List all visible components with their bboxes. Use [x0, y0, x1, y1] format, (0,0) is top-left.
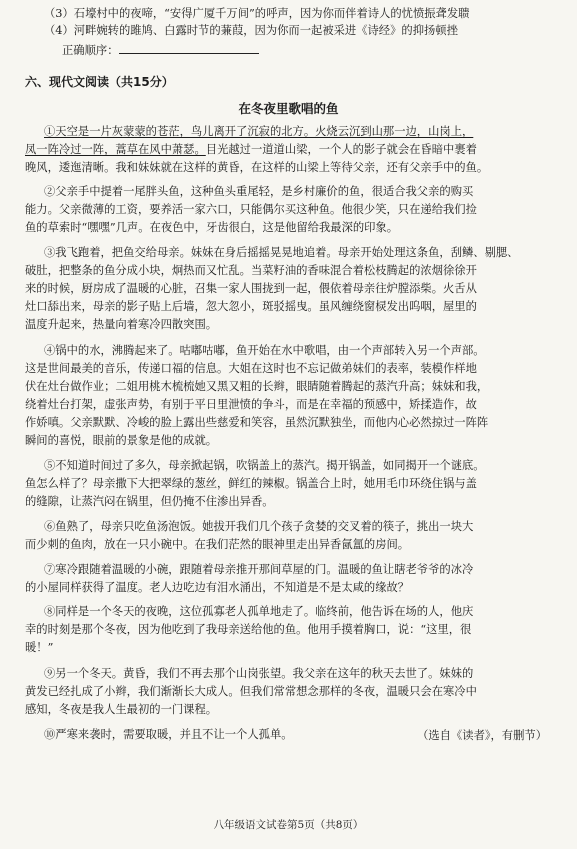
- paragraph-2-line: ②父亲手中提着一尾胖头鱼，这种鱼头重尾轻，是乡村廉价的鱼，很适合我父亲的购买: [44, 185, 474, 198]
- paragraph-8-line: 暖！”: [25, 641, 54, 654]
- paragraph-4-line: 这是世间最美的音乐，传递口福的信息。大姐在这时也不忘记做弟妹们的表率，装模作样地: [25, 362, 477, 375]
- paragraph-7-line: 的小屋同样获得了温度。老人边吃边有泪水涌出，不知道是不是太咸的缘故？: [25, 581, 410, 594]
- paragraph-3-line: 灶口舔出来，母亲的影子贴上后墙，忽大忽小，斑驳摇曳。虽风缠绕窗棂发出呜咽，屋里的: [25, 300, 477, 313]
- paragraph-4-line: 伏在灶台做作业；二姐用桃木梳梳她又黑又粗的长辫，眼睛随着腾起的蒸汽升高；妹妹和我，: [25, 380, 489, 393]
- section-heading: 六、现代文阅读（共15分）: [25, 75, 174, 89]
- paragraph-2-line: 鱼的草索时“嘿嘿”几声。在夜色中，牙齿很白，这是他留给我最深的印象。: [25, 221, 399, 234]
- paragraph-4-line: 瞬间的喜悦，眼前的景象是他的成就。: [25, 434, 218, 447]
- page-footer: 八年级语文试卷第5页（共8页）: [213, 819, 364, 831]
- paragraph-9-line: ⑨另一个冬天。黄昏，我们不再去那个山岗张望。我父亲在这年的秋天去世了。妹妹的: [44, 667, 474, 680]
- paragraph-1-line-3: 晚风，逶迤清晰。我和妹妹就在这样的黄昏，在这样的山梁上等待父亲，还有父亲手中的鱼。: [25, 161, 489, 174]
- paragraph-8-line: ⑧同样是一个冬天的夜晚，这位孤寡老人孤单地走了。临终前，他告诉在场的人，他庆: [44, 605, 474, 618]
- paragraph-3-line: ③我飞跑着，把鱼交给母亲。妹妹在身后摇摇晃晃地追着。母亲开始处理这条鱼，刮鳞、剔腮、: [44, 246, 519, 259]
- paragraph-5-line: ⑤不知道时间过了多久，母亲掀起锅，吹锅盖上的蒸汽。揭开锅盖，如同揭开一个谜底。: [44, 459, 485, 472]
- paragraph-4-line: 作娇嗔。父亲默默、冷峻的脸上露出些慈爱和笑容，虽然沉默独坐，而他内心必然掠过一阵阵: [25, 416, 489, 429]
- option-item-4: （4）河畔婉转的雎鸠、白露时节的蒹葭，因为你而一起被采进《诗经》的抑扬顿挫: [44, 24, 458, 37]
- paragraph-7-line: ⑦寒冷跟随着温暖的小碗，跟随着母亲推开那间草屋的门。温暖的鱼让瞎老爷爷的冰冷: [44, 563, 474, 576]
- order-label: 正确顺序：: [62, 44, 119, 57]
- paragraph-4-line: 绕着灶台打架，虚张声势，有别于平日里泄愤的争斗，而是在幸福的预感中，矫揉造作，故: [25, 398, 477, 411]
- paragraph-4-line: ④锅中的水，沸腾起来了。咕嘟咕嘟，鱼开始在水中歌唱，由一个声部转入另一个声部。: [44, 344, 485, 357]
- paragraph-9-line: 感知，冬夜是我人生最初的一门课程。: [25, 703, 218, 716]
- paragraph-5-line: 的缝隙，让蒸汽闷在锅里，但仍掩不住渗出异香。: [25, 495, 274, 508]
- paragraph-9-line: 黄发已经扎成了小辫，我们渐渐长大成人。但我们常常想念那样的冬夜，温暖只会在寒冷中: [25, 685, 477, 698]
- paragraph-6-line: 而少刺的鱼肉，放在一只小碗中。在我们茫然的眼神里走出异香氤氲的房间。: [25, 538, 410, 551]
- answer-blank[interactable]: [119, 42, 259, 54]
- paragraph-3-line: 温度升起来，热量向着寒冷四散突围。: [25, 318, 218, 331]
- order-answer-line: [62, 42, 551, 58]
- paragraph-3-line: 来的时候，厨房成了温暖的心脏，召集一家人围拢到一起，偎依着母亲往炉膛添柴。火舌从: [25, 282, 477, 295]
- paragraph-2-line: 能力。父亲微薄的工资，要养活一家六口，只能偶尔买这种鱼。他很少笑，只在递给我们捡: [25, 203, 477, 216]
- article-title: 在冬夜里歌唱的鱼: [238, 101, 339, 116]
- paragraph-3-line: 破肚，把整条的鱼分成小块，炯热而又忙乱。当菜籽油的香味混合着松枝腾起的浓烟徐徐开: [25, 264, 477, 277]
- paragraph-8-line: 幸的时刻是那个冬夜，因为他吃到了我母亲送给他的鱼。他用手摸着胸口，说：“这里，很: [25, 623, 472, 636]
- paragraph-6-line: ⑥鱼熟了，母亲只吃鱼汤泡饭。她拔开我们几个孩子贪婪的交叉着的筷子，挑出一块大: [44, 520, 474, 533]
- paragraph-1-line-2: 凤一阵冷过一阵，蒿草在风中萧瑟。目光越过一道道山梁，一个人的影子就会在昏暗中裹着: [25, 143, 477, 156]
- paragraph-1-line-1: ①天空是一片灰蒙蒙的苍茫，鸟儿离开了沉寂的北方。火烧云沉到山那一边，山岗上，: [44, 125, 474, 138]
- option-item-3: （3）石壕村中的夜啼，“安得广厦千万间”的呼声，因为你而伴着诗人的忧愤振聋发聩: [44, 7, 470, 20]
- paragraph-5-line: 鱼怎么样了？母亲撒下大把翠绿的葱丝，鲜红的辣椒。锅盖合上时，她用毛巾环绕住锅与盖: [25, 477, 477, 490]
- paragraph-10-line: ⑩严寒来袭时，需要取暖，并且不让一个人孤单。: [44, 728, 293, 741]
- source-note: （选自《读者》，有删节）: [417, 729, 547, 742]
